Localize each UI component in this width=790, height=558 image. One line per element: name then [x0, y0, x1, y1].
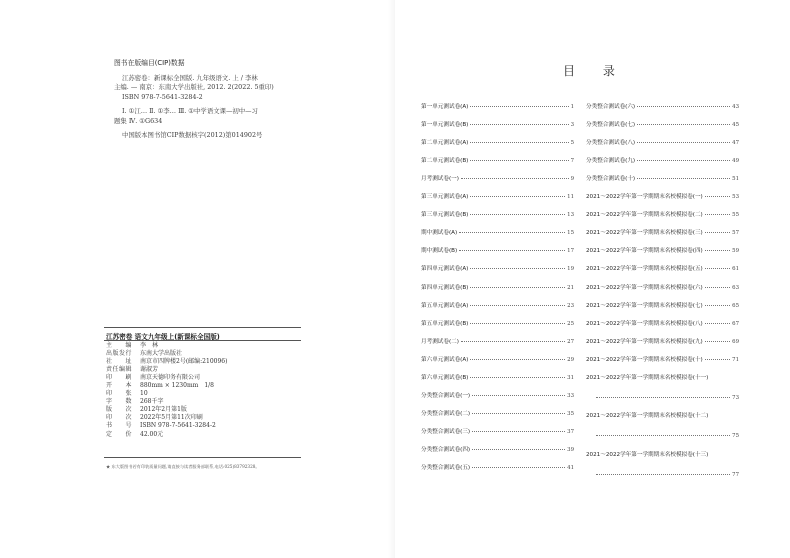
toc-entry-label: 2021～2022学年第一学期期末名校模拟卷(九): [586, 338, 703, 345]
divider: [104, 327, 301, 328]
toc-entry-page: 15: [567, 230, 574, 237]
publication-info: [106, 342, 227, 439]
toc-entry-page: 69: [732, 338, 739, 345]
toc-entry-page: 51: [732, 176, 739, 183]
toc-entry-label: 2021～2022学年第一学期期末名校模拟卷(二): [586, 212, 703, 219]
toc-entry-page: 9: [570, 176, 574, 183]
toc-entry-page: 17: [567, 248, 574, 255]
info-row: [106, 342, 227, 350]
toc-entry-page: 73: [732, 394, 739, 401]
dot-leader: [705, 250, 730, 251]
toc-entry-page: 75: [732, 433, 739, 440]
dot-leader: [470, 142, 568, 143]
toc-entry[interactable]: [586, 210, 739, 220]
toc-entry[interactable]: [586, 192, 739, 202]
info-key: 责任编辑: [106, 366, 133, 374]
info-key: 印 刷: [106, 374, 133, 382]
toc-entry-label: 第三单元测试卷(A): [421, 194, 469, 201]
toc-entry-page: 23: [567, 302, 574, 309]
toc-entry-label: 2021～2022学年第一学期期末名校模拟卷(十二): [586, 413, 709, 420]
toc-entry[interactable]: [421, 301, 574, 311]
toc-entry[interactable]: [421, 228, 574, 238]
info-key: 书 号: [106, 422, 133, 430]
toc-entry-label: 第六单元测试卷(B): [421, 374, 469, 381]
toc-entry-page: 67: [732, 320, 739, 327]
dot-leader: [470, 305, 565, 306]
toc-entry-label: 分类整合测试卷(五): [421, 465, 471, 471]
toc-entry-label: 月考测试卷(一): [421, 176, 459, 183]
dot-leader: [472, 467, 565, 468]
dot-leader: [470, 359, 565, 360]
info-key: 印 张: [106, 390, 133, 398]
cip-line: 中国版本图书馆CIP数据核字(2012)第014902号: [122, 131, 263, 139]
toc-entry-label: 2021～2022学年第一学期期末名校模拟卷(十): [586, 356, 703, 363]
toc-entry-label: 2021～2022学年第一学期期末名校模拟卷(四): [586, 248, 703, 255]
info-value: 东南大学出版社: [140, 350, 183, 358]
dot-leader: [705, 232, 730, 233]
toc-entry[interactable]: [586, 411, 739, 439]
dot-leader: [705, 214, 730, 215]
toc-entry[interactable]: [586, 301, 739, 311]
dot-leader: [596, 397, 730, 398]
info-key: 社 址: [106, 358, 133, 366]
toc-entry-label: 2021～2022学年第一学期期末名校模拟卷(十一): [586, 374, 709, 381]
dot-leader: [705, 341, 730, 342]
info-row: [106, 366, 227, 374]
toc-entry[interactable]: [586, 355, 739, 365]
toc-entry-page: 77: [732, 471, 739, 478]
toc-entry[interactable]: [586, 373, 739, 401]
info-value: 2012年2月第1版: [140, 406, 187, 414]
toc-entry-page: 71: [732, 356, 739, 363]
dot-leader: [637, 106, 730, 107]
toc-entry-page: 19: [567, 266, 574, 273]
toc-entry-label: 2021～2022学年第一学期期末名校模拟卷(七): [586, 302, 703, 309]
toc-entry-label: 第一单元测试卷(A): [421, 104, 469, 110]
dot-leader: [472, 449, 565, 450]
toc-entry-page: 35: [567, 410, 574, 417]
dot-leader: [470, 160, 568, 161]
toc-entry[interactable]: [586, 337, 739, 347]
info-key: 定 价: [106, 430, 133, 438]
toc-entry-page: 57: [732, 230, 739, 237]
toc-entry[interactable]: [421, 246, 574, 256]
toc-entry-page: 65: [732, 302, 739, 309]
toc-entry-label: 2021～2022学年第一学期期末名校模拟卷(八): [586, 320, 703, 327]
toc-entry-label: 第三单元测试卷(B): [421, 212, 469, 219]
toc-entry-page: 45: [732, 122, 739, 129]
toc-entry-page: 13: [567, 212, 574, 219]
toc-entry[interactable]: [421, 264, 574, 274]
dot-leader: [705, 359, 730, 360]
dot-leader: [470, 196, 565, 197]
toc-entry-page: 41: [567, 465, 574, 471]
info-value: 10: [140, 390, 148, 398]
dot-leader: [705, 323, 730, 324]
dot-leader: [470, 323, 565, 324]
toc-entry[interactable]: [421, 445, 574, 455]
info-value: 2022年5月第11次印刷: [140, 414, 203, 422]
info-value: ISBN 978-7-5641-3284-2: [140, 422, 216, 430]
dot-leader: [472, 395, 565, 396]
toc-entry[interactable]: [586, 102, 739, 112]
toc-entry[interactable]: [421, 174, 574, 184]
toc-entry-label: 2021～2022学年第一学期期末名校模拟卷(十三): [586, 451, 709, 458]
dot-leader: [461, 178, 569, 179]
toc-entry-label: 分类整合测试卷(三): [421, 428, 471, 435]
toc-entry[interactable]: [586, 138, 739, 148]
info-key: 字 数: [106, 398, 133, 406]
toc-entry-label: 2021～2022学年第一学期期末名校模拟卷(六): [586, 284, 703, 291]
dot-leader: [470, 377, 565, 378]
info-key: 主 编: [106, 342, 133, 349]
info-row: [106, 350, 227, 358]
divider: [104, 340, 301, 341]
info-value: 880mm × 1230mm 1/8: [140, 382, 214, 390]
toc-entry-label: 分类整合测试卷(七): [586, 122, 636, 129]
toc-entry[interactable]: [421, 373, 574, 383]
toc-entry[interactable]: [421, 463, 574, 473]
divider: [104, 457, 301, 458]
dot-leader: [459, 250, 565, 251]
toc-entry-label: 2021～2022学年第一学期期末名校模拟卷(五): [586, 266, 703, 273]
dot-leader: [637, 124, 730, 125]
toc-entry-page: 21: [567, 284, 574, 291]
toc-entry[interactable]: [586, 264, 739, 274]
cip-line: 题集 Ⅳ. ①G634: [114, 116, 163, 125]
toc-entry-page: 43: [732, 104, 739, 110]
toc-entry[interactable]: [421, 355, 574, 365]
dot-leader: [470, 268, 565, 269]
book-title: 江苏密卷 语文九年级上(新课标全国版): [106, 333, 220, 341]
cip-line: ISBN 978-7-5641-3284-2: [122, 92, 203, 101]
toc-entry-page: 1: [570, 104, 574, 110]
toc-entry-page: 59: [732, 248, 739, 255]
toc-entry-label: 2021～2022学年第一学期期末名校模拟卷(一): [586, 194, 703, 201]
toc-entry[interactable]: [421, 102, 574, 112]
footnote: ★ 东大版图书若有印装质量问题,请直接与读者服务部联系,电话:025)83792328。: [106, 464, 260, 469]
info-row: [106, 422, 227, 430]
toc-entry-leader-line: [586, 433, 739, 439]
toc-entry-leader-line: [586, 472, 739, 478]
toc-entry-label: 分类整合测试卷(六): [586, 104, 636, 110]
dot-leader: [596, 435, 730, 436]
dot-leader: [637, 160, 730, 161]
toc-entry-label: 期中测试卷(B): [421, 248, 458, 255]
toc-entry-label: 月考测试卷(二): [421, 338, 459, 345]
dot-leader: [470, 106, 568, 107]
cip-title: 图书在版编目(CIP)数据: [114, 59, 185, 67]
cip-block: [114, 59, 314, 141]
cip-line: 江苏密卷：新课标全国版. 九年级语文. 上 / 李林: [122, 73, 258, 82]
toc-entry-page: 39: [567, 446, 574, 453]
dot-leader: [461, 341, 565, 342]
info-key: 出版发行: [106, 350, 133, 358]
toc-entry-page: 7: [570, 158, 574, 165]
toc-entry-label: 分类整合测试卷(一): [421, 392, 471, 399]
toc-title: 目 录: [563, 64, 627, 78]
toc-entry-label: 分类整合测试卷(四): [421, 446, 471, 453]
toc-entry-label: 分类整合测试卷(九): [586, 158, 636, 165]
toc-entry-label: 第四单元测试卷(A): [421, 266, 469, 273]
dot-leader: [459, 232, 565, 233]
info-value: 南京市四牌楼2号(邮编:210096): [140, 358, 228, 366]
dot-leader: [470, 124, 568, 125]
info-row: [106, 431, 227, 439]
toc-entry-label: 分类整合测试卷(八): [586, 140, 636, 147]
toc-entry[interactable]: [586, 120, 739, 130]
toc-entry[interactable]: [421, 192, 574, 202]
dot-leader: [705, 196, 730, 197]
toc-entry[interactable]: [421, 210, 574, 220]
toc-entry[interactable]: [421, 319, 574, 329]
info-value: 南京天德印务有限公司: [140, 374, 201, 382]
toc-entry-label: 2021～2022学年第一学期期末名校模拟卷(三): [586, 230, 703, 237]
toc-entry[interactable]: [421, 156, 574, 166]
toc-entry-page: 37: [567, 428, 574, 435]
toc-entry-page: 31: [567, 374, 574, 381]
toc-entry[interactable]: [586, 283, 739, 293]
toc-entry[interactable]: [586, 246, 739, 256]
toc-entry-page: 33: [567, 392, 574, 399]
toc-entry-label: 第五单元测试卷(A): [421, 302, 469, 309]
dot-leader: [637, 178, 730, 179]
toc-entry[interactable]: [421, 337, 574, 347]
info-value: 42.00元: [140, 430, 164, 438]
toc-entry-label: 分类整合测试卷(二): [421, 410, 471, 417]
toc-entry[interactable]: [586, 156, 739, 166]
toc-entry[interactable]: [586, 174, 739, 184]
dot-leader: [470, 287, 565, 288]
toc-entry-label: 第五单元测试卷(B): [421, 320, 469, 327]
toc-entry[interactable]: [421, 120, 574, 130]
toc-entry-page: 55: [732, 212, 739, 219]
cip-line: Ⅰ. ①江… Ⅱ. ①李… Ⅲ. ①中学语文课—初中—习: [122, 107, 258, 115]
dot-leader: [472, 431, 565, 432]
toc-entry[interactable]: [421, 138, 574, 148]
info-row: [106, 358, 227, 366]
toc-entry-label: 第二单元测试卷(B): [421, 158, 469, 165]
toc-entry-page: 63: [732, 284, 739, 291]
toc-entry-page: 5: [570, 140, 574, 147]
dot-leader: [705, 305, 730, 306]
info-key: 版 次: [106, 406, 133, 414]
toc-entry-label: 第六单元测试卷(A): [421, 356, 469, 363]
info-key: 开 本: [106, 382, 133, 390]
toc-entry[interactable]: [586, 228, 739, 238]
info-value: 268千字: [140, 398, 164, 406]
info-key: 印 次: [106, 414, 133, 422]
dot-leader: [705, 287, 730, 288]
toc-entry-page: 27: [567, 338, 574, 345]
toc-entry-label: 分类整合测试卷(十): [586, 176, 636, 183]
toc-entry-label: 第四单元测试卷(B): [421, 284, 469, 291]
info-value: 李 林: [140, 342, 159, 349]
toc-entry-label: 第一单元测试卷(B): [421, 122, 469, 129]
dot-leader: [596, 474, 730, 475]
toc-entry-page: 61: [732, 266, 739, 273]
toc-entry-page: 29: [567, 356, 574, 363]
toc-entry-page: 3: [570, 122, 574, 129]
toc-entry[interactable]: [586, 450, 739, 478]
toc-entry-label: 第二单元测试卷(A): [421, 140, 469, 147]
dot-leader: [472, 413, 565, 414]
toc-entry[interactable]: [421, 283, 574, 293]
toc-entry-page: 49: [732, 158, 739, 165]
toc-entry-page: 47: [732, 140, 739, 147]
toc-entry[interactable]: [421, 409, 574, 419]
toc-entry-label: 期中测试卷(A): [421, 230, 458, 237]
toc-entry[interactable]: [421, 427, 574, 437]
toc-entry[interactable]: [586, 319, 739, 329]
dot-leader: [637, 142, 730, 143]
cip-line: 主编. — 南京：东南大学出版社, 2012. 2(2022. 5重印): [114, 83, 274, 91]
toc-entry[interactable]: [421, 391, 574, 401]
dot-leader: [470, 214, 565, 215]
dot-leader: [705, 268, 730, 269]
toc-entry-leader-line: [586, 395, 739, 401]
toc-entry-page: 25: [567, 320, 574, 327]
info-value: 谢淑芳: [140, 366, 159, 374]
toc-entry-page: 11: [567, 194, 574, 201]
toc-entry-page: 53: [732, 194, 739, 201]
